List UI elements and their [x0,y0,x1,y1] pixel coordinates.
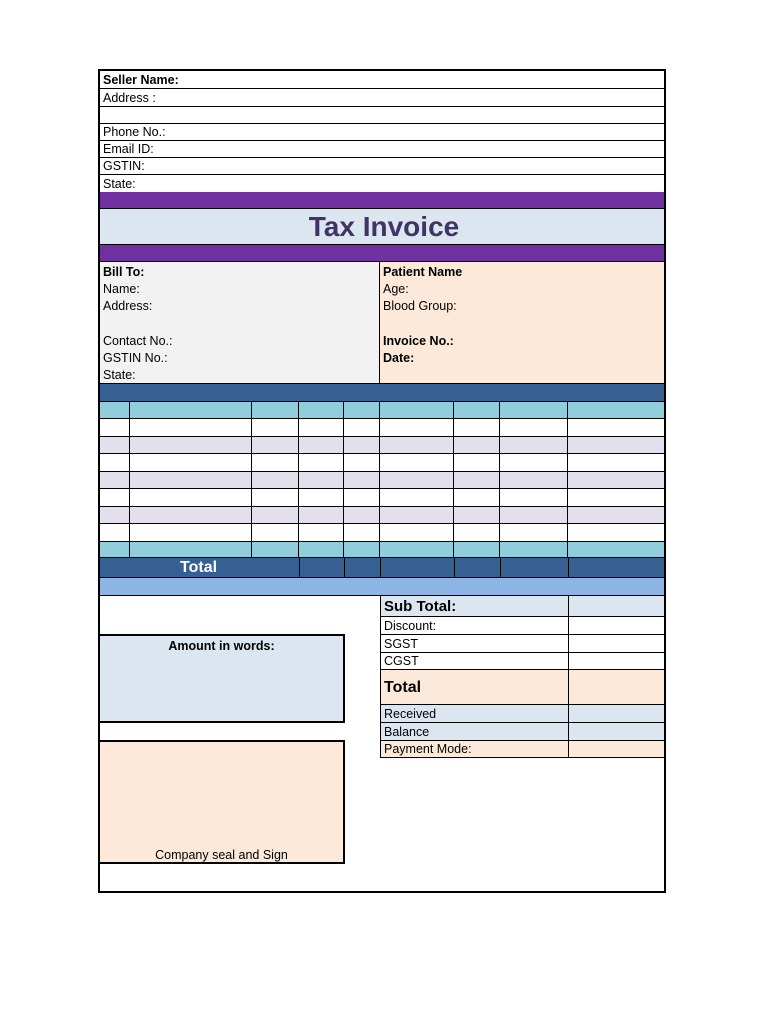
company-seal-box [100,740,345,864]
items-table-cell [568,454,666,472]
items-table-cell [568,524,666,542]
items-table-header-band [100,384,666,402]
seller-gstin-label: GSTIN: [103,159,145,173]
items-table-header-cell [500,402,568,419]
invoice-date-label: Date: [383,351,415,365]
subtotal-row [380,596,666,616]
items-table-cell [130,437,252,454]
invoice-title: Tax Invoice [308,211,460,242]
items-table-cell [380,507,454,524]
items-table-cell [252,454,299,472]
items-table-header-cell [252,402,299,419]
seller-address-label: Address : [103,91,156,105]
received-row [380,704,666,722]
purple-band-bottom [100,244,666,262]
items-table-cell [344,472,380,489]
items-table-cell [454,507,500,524]
items-table-cell [454,472,500,489]
discount-value [568,617,666,634]
bill-to-state-label: State: [103,368,136,382]
patient-blood-group-label: Blood Group: [383,299,457,313]
cgst-value [568,653,666,669]
discount-row [380,616,666,634]
items-table-cell [344,454,380,472]
sgst-label: SGST [384,637,419,651]
items-table-cell [380,437,454,454]
items-table-cell [130,419,252,437]
items-table-header-cell [100,402,130,419]
items-table-cell [454,524,500,542]
items-table-cell [500,472,568,489]
items-table-cell [299,507,344,524]
items-table-header-cell [454,402,500,419]
purple-band-top [100,192,666,209]
seller-phone-label: Phone No.: [103,125,166,139]
items-table-cell [380,472,454,489]
items-table-cell [454,454,500,472]
grand-total-value [568,670,666,704]
items-table-cell [568,472,666,489]
items-table-header-cell [568,402,666,419]
title-banner [100,209,666,244]
items-table-cell [568,507,666,524]
grand-total-label: Total [384,679,422,696]
items-total-label: Total [180,559,218,576]
items-total-row [100,557,666,578]
items-table-cell [454,419,500,437]
items-table [100,402,666,578]
received-label: Received [384,707,437,721]
invoice-sheet [98,69,666,893]
items-table-cell [500,437,568,454]
items-table-cell [299,437,344,454]
items-table-cell [380,489,454,507]
items-table-cell [454,489,500,507]
items-table-cell [500,419,568,437]
items-table-cell [454,437,500,454]
items-table-cell [299,524,344,542]
sgst-value [568,635,666,652]
grand-total-row [380,669,666,704]
items-table-cell [568,489,666,507]
items-table-cell [252,524,299,542]
amount-in-words-label: Amount in words: [168,639,275,653]
received-value [568,705,666,722]
items-table-cell [500,524,568,542]
items-table-cell [130,524,252,542]
items-table-header-cell [299,402,344,419]
items-table-cell [252,437,299,454]
patient-age-label: Age: [383,282,409,296]
items-table-cell [100,454,130,472]
patient-name-heading: Patient Name [383,265,463,279]
items-table-cell [252,419,299,437]
items-table-cell [380,419,454,437]
items-table-cell [130,507,252,524]
items-table-header-cell [130,402,252,419]
payment-mode-label: Payment Mode: [384,742,472,756]
items-table-cell [500,489,568,507]
items-table-cell [100,437,130,454]
balance-label: Balance [384,725,430,739]
items-table-header-cell [344,402,380,419]
items-table-cell [100,472,130,489]
items-table-cell [299,454,344,472]
cgst-row [380,652,666,669]
subtotal-value [568,596,666,616]
bill-to-address-label: Address: [103,299,153,313]
items-table-cell [100,489,130,507]
items-table-cell [568,419,666,437]
items-table-cell [100,507,130,524]
items-table-cell [100,524,130,542]
items-table-cell [500,454,568,472]
amount-in-words-box [100,634,345,723]
discount-label: Discount: [384,619,437,633]
payment-mode-value [568,741,666,757]
items-table-cell [380,454,454,472]
items-table-cell [344,437,380,454]
invoice-number-label: Invoice No.: [383,334,454,348]
bill-to-block [100,262,380,384]
items-table-cell [344,524,380,542]
items-table-cell [130,454,252,472]
bill-to-name-label: Name: [103,282,140,296]
items-table-cell [500,507,568,524]
items-table-cell [299,419,344,437]
balance-row [380,722,666,740]
items-table-cell [299,472,344,489]
items-table-cell [252,507,299,524]
items-table-cell [252,472,299,489]
items-table-cell [568,437,666,454]
items-table-cell [299,489,344,507]
items-table-cell [380,524,454,542]
seller-name-label: Seller Name: [103,73,179,87]
bill-to-contact-label: Contact No.: [103,334,173,348]
items-table-header-cell [380,402,454,419]
seller-email-label: Email ID: [103,142,154,156]
seller-state-label: State: [103,177,136,191]
items-table-cell [130,489,252,507]
items-table-cell [344,419,380,437]
balance-value [568,723,666,740]
subtotal-label: Sub Total: [384,598,457,615]
items-table-cell [344,489,380,507]
items-table-cell [252,489,299,507]
sgst-row [380,634,666,652]
items-table-cell [130,472,252,489]
items-footer-band [100,578,666,596]
patient-block [380,262,666,384]
items-table-cell [100,419,130,437]
company-seal-label: Company seal and Sign [155,848,288,862]
payment-mode-row [380,740,666,758]
items-table-cell [344,507,380,524]
bill-to-gstin-label: GSTIN No.: [103,351,168,365]
cgst-label: CGST [384,654,419,668]
bill-to-heading: Bill To: [103,265,145,279]
